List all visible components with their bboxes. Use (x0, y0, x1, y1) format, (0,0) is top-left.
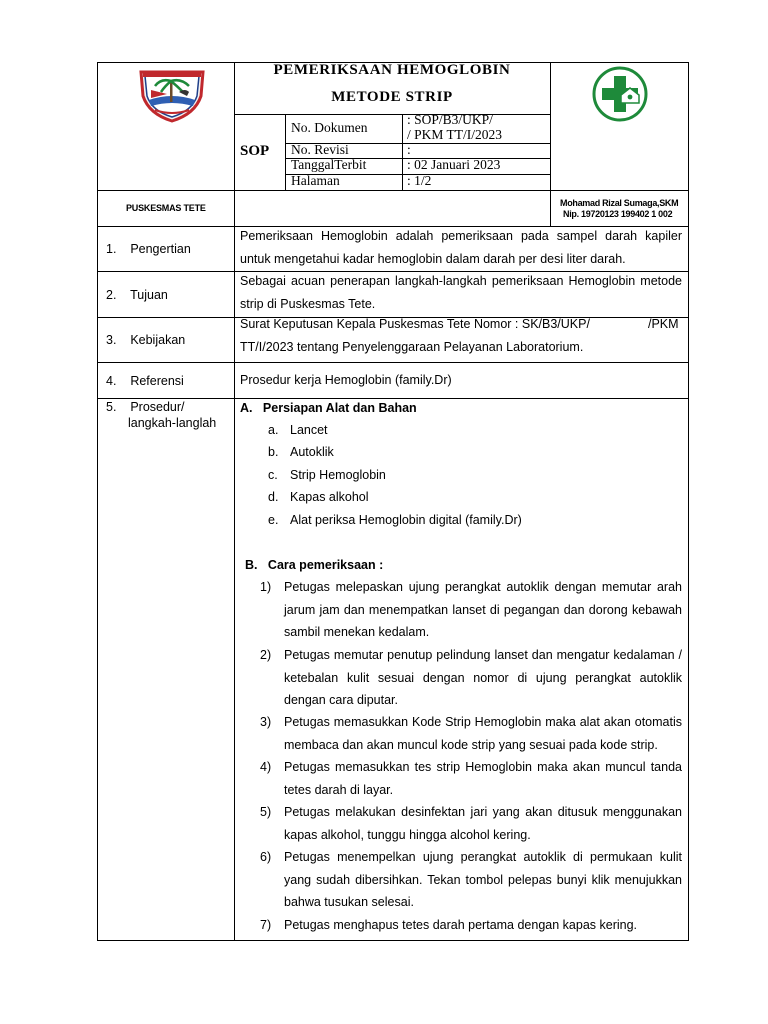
meta-value-no-dokumen-2: / PKM TT/I/2023 (407, 127, 503, 142)
signer-nip: Nip. 19720123 199402 1 002 (563, 209, 673, 219)
signer-name: Mohamad Rizal Sumaga,SKM (560, 198, 679, 208)
list-item-text: Strip Hemoglobin (290, 468, 386, 482)
step-number: 5) (260, 805, 272, 819)
list-item-text: Alat periksa Hemoglobin digital (family.Dr) (290, 513, 522, 527)
list-item (268, 445, 334, 459)
list-item-text: Autoklik (290, 445, 334, 459)
meta-label-divider (285, 114, 286, 190)
section-divider (97, 362, 689, 363)
step-text: Petugas memasukkan Kode Strip Hemoglobin maka alat akan otomatis membaca dan akan muncul kode strip yang sesuai pada kode strip. (284, 715, 682, 752)
document-title-line2: METODE STRIP (331, 89, 453, 105)
list-item-marker: d. (268, 490, 279, 504)
title-divider (234, 114, 550, 115)
column-divider (234, 62, 235, 941)
procedure-step (260, 711, 682, 756)
section-text-referensi: Prosedur kerja Hemoglobin (family.Dr) (240, 373, 452, 387)
section-label-referensi: 4. Referensi (106, 374, 184, 388)
section-text-kebijakan-line1-end: /PKM (648, 317, 679, 331)
meta-value-no-dokumen: : SOP/B3/UKP/ (407, 112, 493, 127)
logo-divider (550, 62, 551, 226)
list-item (268, 468, 386, 482)
procedure-step (260, 801, 682, 846)
meta-value-divider (402, 114, 403, 190)
list-item (268, 513, 522, 527)
section-label-prosedur-2: langkah-langlah (128, 416, 217, 430)
step-text: Petugas menempelkan ujung perangkat autoklik di permukaan kulit yang sudah dibersihkan. Tekan tombol pelepas bunyi klik menujukkan bahwa tusukan selesai. (284, 850, 682, 909)
section-divider (97, 398, 689, 399)
list-item-marker: b. (268, 445, 279, 459)
sop-label: SOP (240, 143, 270, 159)
step-text: Petugas memasukkan tes strip Hemoglobin maka akan muncul tanda tetes darah di layar. (284, 760, 682, 797)
puskesmas-cross-logo (585, 65, 655, 123)
meta-label-no-dokumen: No. Dokumen (291, 120, 368, 135)
section-text-kebijakan-line1: Surat Keputusan Kepala Puskesmas Tete Nomor : SK/B3/UKP/ (240, 317, 590, 331)
document-title-line1: PEMERIKSAAN HEMOGLOBIN (273, 62, 511, 78)
step-text: Petugas memutar penutup pelindung lanset dan mengatur kedalaman / ketebalan kulit sesuai dengan nomor di ujung perangkat autoklik dengan cara diputar. (284, 648, 682, 707)
organization-name: PUSKESMAS TETE (126, 203, 206, 213)
list-item (268, 423, 328, 437)
step-text: Petugas melakukan desinfektan jari yang akan ditusuk menggunakan kapas alkohol, tunggu hingga alcohol kering. (284, 805, 682, 842)
meta-label-halaman: Halaman (291, 173, 340, 188)
section-label-kebijakan: 3. Kebijakan (106, 333, 186, 347)
regency-emblem-logo (137, 66, 207, 124)
list-item-text: Lancet (290, 423, 328, 437)
section-label-pengertian: 1. Pengertian (106, 242, 191, 256)
step-number: 3) (260, 715, 272, 729)
procedure-step (260, 576, 682, 644)
procedure-step (260, 914, 682, 937)
header-bottom-divider (97, 190, 689, 191)
meta-label-no-revisi: No. Revisi (291, 142, 349, 157)
list-item-marker: a. (268, 423, 279, 437)
procedure-step (260, 846, 682, 914)
section-text-pengertian: Pemeriksaan Hemoglobin adalah pemeriksaan pada sampel darah kapiler untuk mengetahui kadar hemoglobin dalam darah per desi liter darah. (240, 229, 682, 266)
step-text: Petugas menghapus tetes darah pertama dengan kapas kering. (284, 918, 638, 932)
part-b-heading: B. Cara pemeriksaan : (245, 558, 384, 572)
meta-label-tanggal-terbit: TanggalTerbit (291, 157, 367, 172)
procedure-step (260, 644, 682, 712)
step-number: 4) (260, 760, 272, 774)
list-item-text: Kapas alkohol (290, 490, 369, 504)
procedure-step (260, 756, 682, 801)
step-number: 7) (260, 918, 272, 932)
section-text-tujuan: Sebagai acuan penerapan langkah-langkah pemeriksaan Hemoglobin metode strip di Puskesmas Tete. (240, 274, 682, 311)
meta-value-halaman: : 1/2 (407, 173, 432, 188)
step-number: 1) (260, 580, 272, 594)
list-item-marker: c. (268, 468, 278, 482)
step-number: 6) (260, 850, 272, 864)
step-number: 2) (260, 648, 272, 662)
section-label-tujuan: 2. Tujuan (106, 288, 168, 302)
meta-value-tanggal-terbit: : 02 Januari 2023 (407, 157, 501, 172)
section-label-prosedur: 5. Prosedur/ (106, 400, 185, 414)
meta-value-no-revisi: : (407, 142, 411, 157)
list-item (268, 490, 369, 504)
step-text: Petugas melepaskan ujung perangkat autoklik dengan memutar arah jarum jam dan menempatkan lanset di pegangan dan dorong kebawah sambil menekan kedalam. (284, 580, 682, 639)
list-item-marker: e. (268, 513, 279, 527)
part-a-heading: A. Persiapan Alat dan Bahan (240, 401, 417, 415)
section-text-kebijakan-line2: TT/I/2023 tentang Penyelenggaraan Pelayanan Laboratorium. (240, 340, 584, 354)
